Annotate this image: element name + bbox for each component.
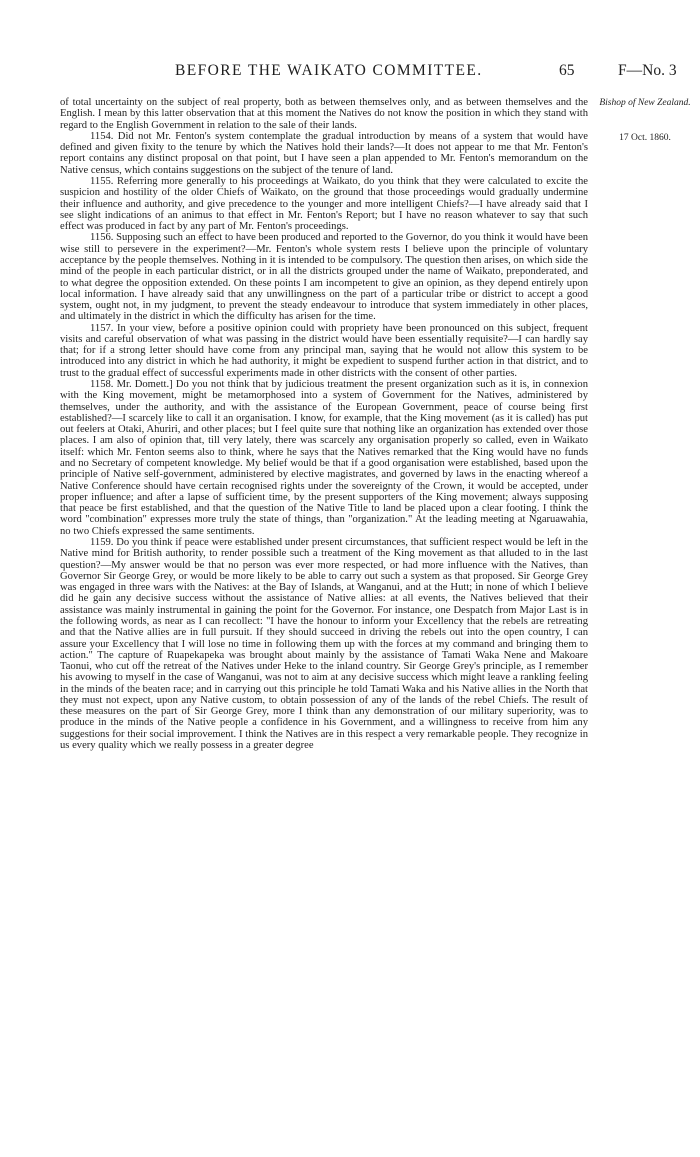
paragraph-continuation: of total uncertainty on the subject of real property, both as between themselves only, and as between themselves and the English. I mean by this latter observation that at this moment the Natives do not know the position in which they stand with regard to the English Government in relation to the sale of their lands. xyxy=(60,97,588,131)
body-text xyxy=(60,97,588,751)
paragraph-1155: 1155. Referring more generally to his proceedings at Waikato, do you think that they were calculated to excite the suspicion and hostility of the older Chiefs of Waikato, on the ground that those proceedings would gradually undermine their influence and authority, and give precedence to the younger and more intelligent Chiefs?—I have already said that I see slight indications of an animus to that effect in Mr. Fenton's Report; but I have no reason whatever to say that such effect was produced in fact by any part of Mr. Fenton's proceedings. xyxy=(60,175,588,233)
margin-witness-note: Bishop of New Zealand. xyxy=(599,98,691,108)
page-number: 65 xyxy=(559,62,575,79)
running-title: BEFORE THE WAIKATO COMMITTEE. xyxy=(175,62,483,79)
paragraph-1158: 1158. Mr. Domett.] Do you not think that by judicious treatment the present organization such as it is, in connexion with the King movement, might be metamorphosed into a system of Government for the Natives, administered by themselves, under the authority, and with the assistance of the European Government, peace of course being first established?—I scarcely like to call it an organisation. I know, for example, that the King movement (as it is called) has put out feelers at Otaki, Ahuriri, and other places; but I feel quite sure that nothing like an organization has extended over those places. I am also of opinion that, till very lately, there was scarcely any organisation properly so called, even in Waikato itself: which Mr. Fenton seems also to think, where he says that the Natives remarked that the King would have no funds and no Secretary of competent knowledge. My belief would be that if a good organisation were established, based upon the principle of Native self-government, administered by elective magistrates, and governed by laws in the enacting whereof a Native Conference should have certain recognised rights under the sovereignty of the Crown, it would be accepted, under proper influence; and after a lapse of sufficient time, by the present supporters of the King movement; always supposing that peace be first established, and that the question of the Native Title to land be placed upon a clear footing. I think the word "combination" expresses more truly the state of things, than "organization." At the leading meeting at Ngaruawahia, no two Chiefs expressed the same sentiments. xyxy=(60,379,588,537)
paragraph-1156: 1156. Supposing such an effect to have been produced and reported to the Governor, do you think it would have been wise still to persevere in the experiment?—Mr. Fenton's whole system rests I believe upon the principle of voluntary acceptance by the people themselves. Nothing in it is intended to be compulsory. The question then arises, on which side the mind of the people in each particular district, or in all the districts grouped under the name of Waikato, preponderated, and to what degree the opposition extended. On these points I am incompetent to give an opinion, as they depend entirely upon local information. I have already said that any unwillingness on the part of a particular tribe or district to accept a good system, ought not, in my judgment, to prevent the steady endeavour to introduce that system immediately in other places, and ultimately in the district in which the difficulty has arisen for the time. xyxy=(60,232,588,323)
paragraph-1159: 1159. Do you think if peace were established under present circumstances, that sufficient respect would be left in the Native mind for British authority, to render possible such a treatment of the King movement as that alluded to in the last question?—My answer would be that no person was ever more respected, or had more influence with the Natives, than Governor Sir George Grey, or would be more likely to be able to carry out such a system as that proposed. Sir George Grey was engaged in three wars with the Natives: at the Bay of Islands, at Wanganui, and at the Hutt; in none of which I believe did he gain any decisive success without the assistance of Native allies: at all events, the Natives believed that their assistance was mainly instrumental in gaining the point for the Governor. For instance, one Despatch from Major Last is in the following words, as near as I can recollect: "I have the honour to inform your Excellency that the rebels are retreating and that the Native allies are in full pursuit. If they should succeed in driving the rebels out into the open country, I can assure your Excellency that I will lose no time in following them up with the forces at my command and bringing them to action." The capture of Ruapekapeka was brought about mainly by the assistance of Tamati Waka Nene and Makoare Taonui, who cut off the retreat of the Natives under Heke to the inland country. Sir George Grey's principle, as I remember his avowing to myself in the case of Wanganui, was not to aim at any decisive success which might leave a rankling feeling in the minds of the beaten race; and in carrying out this principle he told Tamati Waka and his Native allies in the North that they must not expect, upon any Native custom, to obtain possession of any of the lands of the rebel Chiefs. The result of these measures on the part of Sir George Grey, more I think than any demonstration of our military superiority, was to produce in the minds of the Native people a confidence in his Government, and a willingness to receive from him any suggestions for their social improvement. I think the Natives are in this respect a very remarkable people. They recognize in us every quality which we really possess in a greater degree xyxy=(60,536,588,752)
document-reference: F—No. 3 xyxy=(618,62,677,79)
margin-date: 17 Oct. 1860. xyxy=(619,133,671,143)
paragraph-1157: 1157. In your view, before a positive opinion could with propriety have been pronounced on this subject, frequent visits and careful observation of what was passing in the district would have been essentially requisite?—I can hardly say that; for if a strong letter should have come from any principal man, saying that he would not allow this system to be introduced into any district in which he had authority, it might be expedient to suspend further action in that district, and to trust to the gradual effect of successful experiments made in other districts with the consent of other parties. xyxy=(60,322,588,379)
paragraph-1154: 1154. Did not Mr. Fenton's system contemplate the gradual introduction by means of a system that would have defined and given fixity to the tenure by which the Natives hold their lands?—It does not appear to me that Mr. Fenton's report contains any distinct proposal on that point, but I have seen a plan appended to Mr. Fenton's memorandum on the Native census, which contains suggestions on the subject of the tenure of land. xyxy=(60,130,588,176)
